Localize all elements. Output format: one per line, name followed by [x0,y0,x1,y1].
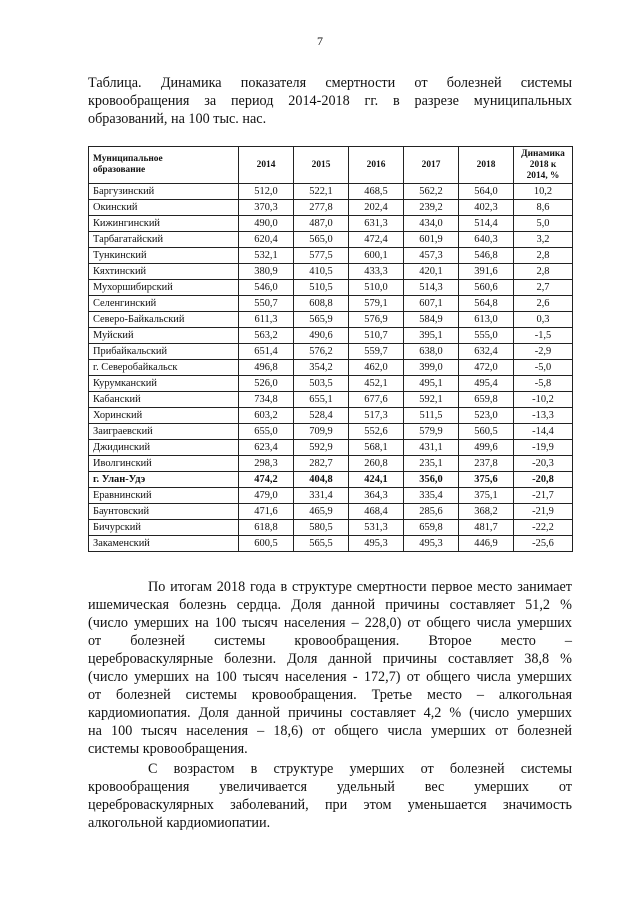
table-row [89,392,573,408]
table-row [89,376,573,392]
table-row [89,488,573,504]
page-number: 7 [317,34,323,48]
cell-value: 580,5 [294,520,349,536]
cell-municipality: г. Улан-Удэ [89,472,239,488]
header-year: 2014 [239,147,294,184]
cell-value: 465,9 [294,504,349,520]
cell-value: 331,4 [294,488,349,504]
cell-value: 611,3 [239,312,294,328]
table-body [89,184,573,552]
table-row [89,408,573,424]
cell-value: 370,3 [239,200,294,216]
cell-change: 2,8 [514,264,573,280]
table-row [89,184,573,200]
cell-change: -10,2 [514,392,573,408]
cell-value: 651,4 [239,344,294,360]
cell-change: -21,7 [514,488,573,504]
cell-value: 479,0 [239,488,294,504]
cell-value: 433,3 [349,264,404,280]
cell-value: 564,8 [459,296,514,312]
text-line: цереброваскулярные болезни. Доля данной причины составляет 38,8 % [88,651,572,667]
cell-value: 565,9 [294,312,349,328]
cell-change: 2,8 [514,248,573,264]
cell-value: 402,3 [459,200,514,216]
caption-line: образований, на 100 тыс. нас. [88,111,267,127]
cell-value: 499,6 [459,440,514,456]
text-line: (число умерших на 100 тысяч населения – 228,0) от общего числа умерших [88,615,572,631]
cell-value: 600,5 [239,536,294,552]
mortality-table [88,146,573,552]
cell-value: 237,8 [459,456,514,472]
cell-value: 623,4 [239,440,294,456]
cell-value: 638,0 [404,344,459,360]
text-line: на 100 тысяч населения – 18,6) от общего числа умерших от болезней [88,723,572,739]
cell-value: 579,1 [349,296,404,312]
cell-value: 550,7 [239,296,294,312]
text-line: от болезней системы кровообращения. Третье место – алкогольная [88,687,572,703]
table-row [89,344,573,360]
cell-municipality: Тункинский [89,248,239,264]
cell-value: 655,0 [239,424,294,440]
cell-municipality: Мухоршибирский [89,280,239,296]
cell-municipality: Муйский [89,328,239,344]
cell-municipality: Джидинский [89,440,239,456]
cell-value: 462,0 [349,360,404,376]
table-row [89,296,573,312]
cell-value: 562,2 [404,184,459,200]
cell-value: 511,5 [404,408,459,424]
cell-value: 471,6 [239,504,294,520]
text-line: системы кровообращения. [88,741,248,757]
table-header-row [89,147,573,184]
cell-change: 0,3 [514,312,573,328]
cell-value: 510,0 [349,280,404,296]
cell-value: 364,3 [349,488,404,504]
cell-municipality: Баргузинский [89,184,239,200]
cell-value: 565,0 [294,232,349,248]
header-year: 2017 [404,147,459,184]
cell-value: 620,4 [239,232,294,248]
cell-municipality: Курумканский [89,376,239,392]
cell-change: -25,6 [514,536,573,552]
cell-value: 576,9 [349,312,404,328]
caption-line: Таблица. Динамика показателя смертности от болезней системы [88,75,572,91]
cell-municipality: Северо-Байкальский [89,312,239,328]
cell-value: 503,5 [294,376,349,392]
cell-value: 468,4 [349,504,404,520]
cell-value: 631,3 [349,216,404,232]
cell-value: 496,8 [239,360,294,376]
cell-value: 579,9 [404,424,459,440]
cell-value: 375,6 [459,472,514,488]
cell-value: 632,4 [459,344,514,360]
table-row [89,248,573,264]
cell-value: 391,6 [459,264,514,280]
table-row [89,472,573,488]
cell-value: 202,4 [349,200,404,216]
cell-value: 487,0 [294,216,349,232]
cell-municipality: Кабанский [89,392,239,408]
cell-value: 399,0 [404,360,459,376]
cell-value: 601,9 [404,232,459,248]
text-line: По итогам 2018 года в структуре смертности первое место занимает [148,579,572,595]
cell-value: 555,0 [459,328,514,344]
header-line: образование [93,165,146,175]
cell-value: 522,1 [294,184,349,200]
cell-change: -14,4 [514,424,573,440]
text-line: от болезней системы кровообращения. Второе место – [88,633,572,649]
table-row [89,232,573,248]
cell-value: 546,0 [239,280,294,296]
cell-value: 368,2 [459,504,514,520]
cell-value: 584,9 [404,312,459,328]
cell-municipality: Баунтовский [89,504,239,520]
text-line: цереброваскулярных заболеваний, при этом уменьшается значимость [88,797,572,813]
cell-value: 560,6 [459,280,514,296]
cell-value: 481,7 [459,520,514,536]
cell-value: 472,0 [459,360,514,376]
header-line: 2018 к [529,159,557,170]
cell-value: 592,9 [294,440,349,456]
text-line: С возрастом в структуре умерших от болезней системы [148,761,572,777]
cell-value: 490,6 [294,328,349,344]
cell-value: 734,8 [239,392,294,408]
cell-change: -5,8 [514,376,573,392]
cell-value: 677,6 [349,392,404,408]
header-year: 2015 [294,147,349,184]
cell-value: 510,7 [349,328,404,344]
cell-value: 510,5 [294,280,349,296]
cell-value: 375,1 [459,488,514,504]
cell-value: 517,3 [349,408,404,424]
cell-value: 395,1 [404,328,459,344]
cell-value: 655,1 [294,392,349,408]
cell-value: 410,5 [294,264,349,280]
cell-value: 514,4 [459,216,514,232]
paragraph-1 [88,578,572,758]
caption-line: кровообращения за период 2014-2018 гг. в разрезе муниципальных [88,93,572,109]
cell-value: 592,1 [404,392,459,408]
cell-municipality: Иволгинский [89,456,239,472]
text-line: кардиомиопатия. Доля данной причины составляет 4,2 % (число умерших [88,705,572,721]
cell-value: 531,3 [349,520,404,536]
header-line: Муниципальное [93,154,163,164]
cell-change: -22,2 [514,520,573,536]
cell-municipality: г. Северобайкальск [89,360,239,376]
cell-municipality: Хоринский [89,408,239,424]
header-line: Динамика [521,148,565,159]
table-row [89,536,573,552]
cell-value: 563,2 [239,328,294,344]
cell-value: 356,0 [404,472,459,488]
cell-value: 564,0 [459,184,514,200]
cell-value: 260,8 [349,456,404,472]
cell-change: -20,8 [514,472,573,488]
table-row [89,200,573,216]
cell-value: 640,3 [459,232,514,248]
cell-value: 335,4 [404,488,459,504]
cell-value: 495,4 [459,376,514,392]
cell-value: 546,8 [459,248,514,264]
cell-municipality: Еравнинский [89,488,239,504]
cell-value: 285,6 [404,504,459,520]
cell-change: 8,6 [514,200,573,216]
cell-change: 3,2 [514,232,573,248]
paragraph-2 [88,760,572,832]
text-line: кровообращения увеличивается удельный вес умерших от [88,779,572,795]
cell-value: 512,0 [239,184,294,200]
cell-municipality: Заиграевский [89,424,239,440]
cell-municipality: Кяхтинский [89,264,239,280]
table-row [89,504,573,520]
cell-value: 559,7 [349,344,404,360]
cell-value: 424,1 [349,472,404,488]
header-year: 2018 [459,147,514,184]
table-row [89,264,573,280]
text-line: (число умерших на 100 тысяч населения - 172,7) от общего числа умерших [88,669,572,685]
cell-change: -21,9 [514,504,573,520]
cell-value: 565,5 [294,536,349,552]
table-row [89,360,573,376]
cell-change: -19,9 [514,440,573,456]
table-row [89,328,573,344]
cell-value: 514,3 [404,280,459,296]
cell-value: 608,8 [294,296,349,312]
cell-value: 277,8 [294,200,349,216]
cell-value: 380,9 [239,264,294,280]
cell-value: 457,3 [404,248,459,264]
cell-change: -2,9 [514,344,573,360]
cell-municipality: Бичурский [89,520,239,536]
cell-value: 446,9 [459,536,514,552]
cell-value: 532,1 [239,248,294,264]
table-caption [88,74,572,128]
cell-change: -1,5 [514,328,573,344]
cell-change: -13,3 [514,408,573,424]
cell-value: 472,4 [349,232,404,248]
header-line: 2014, % [526,170,560,181]
cell-municipality: Селенгинский [89,296,239,312]
cell-value: 431,1 [404,440,459,456]
cell-value: 282,7 [294,456,349,472]
cell-value: 468,5 [349,184,404,200]
cell-municipality: Кижингинский [89,216,239,232]
cell-value: 495,3 [349,536,404,552]
cell-value: 239,2 [404,200,459,216]
cell-change: -5,0 [514,360,573,376]
cell-value: 568,1 [349,440,404,456]
cell-change: 5,0 [514,216,573,232]
cell-value: 235,1 [404,456,459,472]
cell-change: 2,7 [514,280,573,296]
cell-value: 577,5 [294,248,349,264]
table-row [89,216,573,232]
cell-value: 600,1 [349,248,404,264]
cell-value: 526,0 [239,376,294,392]
header-year: 2016 [349,147,404,184]
cell-value: 618,8 [239,520,294,536]
cell-value: 354,2 [294,360,349,376]
text-line: алкогольной кардиомиопатии. [88,815,271,831]
cell-change: 10,2 [514,184,573,200]
cell-value: 298,3 [239,456,294,472]
cell-value: 404,8 [294,472,349,488]
cell-value: 434,0 [404,216,459,232]
table-row [89,280,573,296]
table-row [89,440,573,456]
cell-value: 523,0 [459,408,514,424]
cell-municipality: Окинский [89,200,239,216]
header-municipality [89,147,239,184]
table-row [89,456,573,472]
cell-municipality: Прибайкальский [89,344,239,360]
header-change [514,147,573,184]
cell-value: 659,8 [404,520,459,536]
table-row [89,520,573,536]
cell-value: 495,1 [404,376,459,392]
cell-value: 474,2 [239,472,294,488]
text-line: ишемическая болезнь сердца. Доля данной причины составляет 51,2 % [88,597,572,613]
cell-change: -20,3 [514,456,573,472]
cell-change: 2,6 [514,296,573,312]
cell-value: 607,1 [404,296,459,312]
table-row [89,312,573,328]
cell-value: 603,2 [239,408,294,424]
cell-value: 560,5 [459,424,514,440]
cell-value: 528,4 [294,408,349,424]
cell-value: 420,1 [404,264,459,280]
cell-value: 659,8 [459,392,514,408]
cell-municipality: Закаменский [89,536,239,552]
cell-value: 495,3 [404,536,459,552]
cell-value: 613,0 [459,312,514,328]
table-row [89,424,573,440]
cell-value: 576,2 [294,344,349,360]
cell-municipality: Тарбагатайский [89,232,239,248]
cell-value: 709,9 [294,424,349,440]
cell-value: 490,0 [239,216,294,232]
cell-value: 552,6 [349,424,404,440]
cell-value: 452,1 [349,376,404,392]
